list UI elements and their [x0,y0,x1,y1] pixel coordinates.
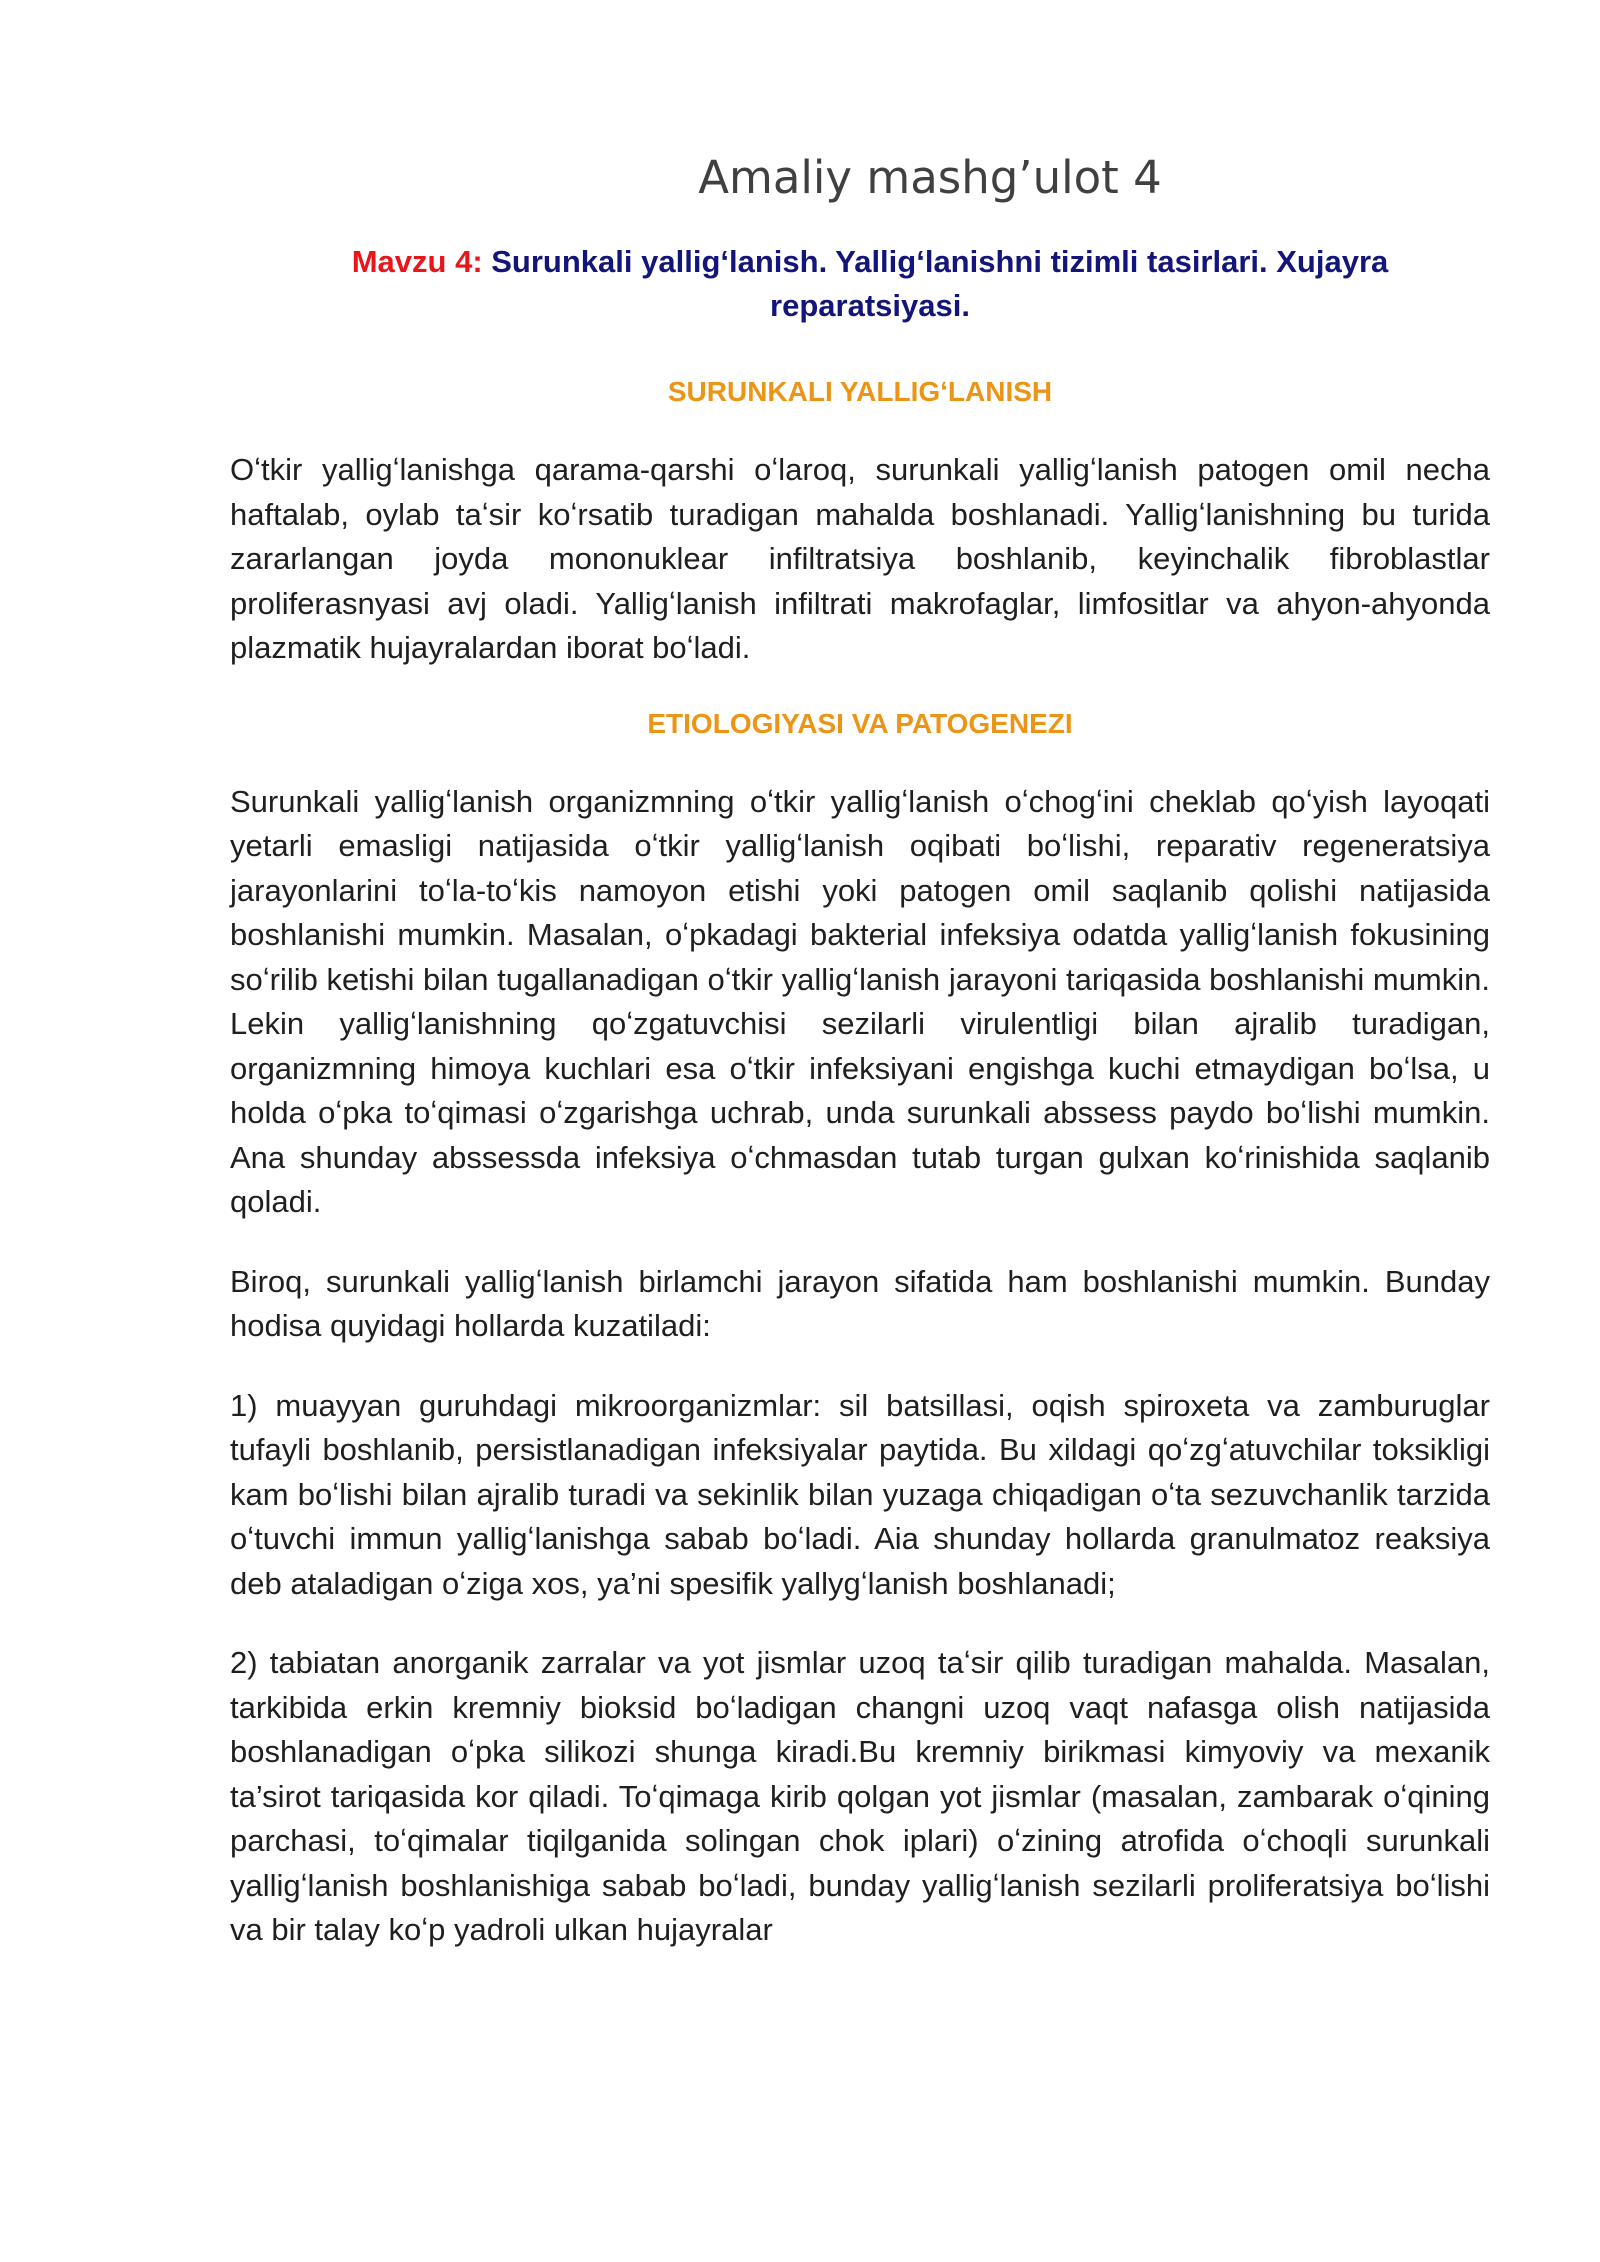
topic-line [230,240,1490,328]
paragraph-item-1: 1) muayyan guruhdagi mikroorganizmlar: sil batsillasi, oqish spiroxeta va zamburuglar tufayli boshlanib, persistlanadigan infeksiyalar paytida. Bu xildagi qoʻzgʻatuvchilar toksikligi kam boʻlishi bilan ajralib turadi va sekinlik bilan yuzaga chiqadigan oʻta sezuvchanlik tarzida oʻtuvchi immun yalligʻlanishga sabab boʻladi. Aia shunday hollarda granulmatoz reaksiya deb ataladigan oʻziga xos, ya’ni spesifik yallygʻlanish boshlanadi; [230,1387,1490,1601]
paragraph-item-2: 2) tabiatan anorganik zarralar va yot jismlar uzoq taʻsir qilib turadigan mahalda. Masalan, tarkibida erkin kremniy bioksid boʻladigan changni uzoq vaqt nafasga olish natijasida boshlanadigan oʻpka silikozi shunga kiradi.Bu kremniy birikmasi kimyoviy va mexanik ta’sirot tariqasida kor qiladi. Toʻqimaga kirib qolgan yot jismlar (masalan, zambarak oʻqining parchasi, toʻqimalar tiqilganida solingan chok iplari) oʻzining atrofida oʻchoqli surunkali yalligʻlanish boshlanishiga sabab boʻladi, bunday yalligʻlanish sezilarli proliferatsiya boʻlishi va bir talay koʻp yadroli ulkan hujayralar [230,1645,1490,1948]
topic-text: Surunkali yallig‘lanish. Yallig‘lanishni tizimli tasirlari. Xujayra reparatsiyasi. [491,244,1389,324]
section-heading-surunkali: SURUNKALI YALLIGʻLANISH [667,376,1053,408]
paragraph-intro: Oʻtkir yalligʻlanishga qarama-qarshi oʻlaroq, surunkali yalligʻlanish patogen omil necha haftalab, oylab taʻsir koʻrsatib turadigan mahalda boshlanadi. Yalligʻlanishning bu turida zararlangan joyda mononuklear infiltratsiya boshlanib, keyinchalik fibroblastlar proliferasnyasi avj oladi. Yalligʻlanish infiltrati makrofaglar, limfositlar va ahyon-ahyonda plazmatik hujayralardan iborat boʻladi. [230,452,1490,666]
paragraph-etiology: Surunkali yalligʻlanish organizmning oʻtkir yalligʻlanish oʻchogʻini cheklab qoʻyish layoqati yetarli emasligi natijasida oʻtkir yalligʻlanish oqibati boʻlishi, reparativ regeneratsiya jarayonlarini toʻla-toʻkis namoyon etishi yoki patogen omil saqlanib qolishi natijasida boshlanishi mumkin. Masalan, oʻpkadagi bakterial infeksiya odatda yalligʻlanish fokusining soʻrilib ketishi bilan tugallanadigan oʻtkir yalligʻlanish jarayoni tariqasida boshlanishi mumkin. Lekin yalligʻlanishning qoʻzgatuvchisi sezilarli virulentligi bilan ajralib turadigan, organizmning himoya kuchlari esa oʻtkir infeksiyani engishga kuchi etmaydigan boʻlsa, u holda oʻpka toʻqimasi oʻzgarishga uchrab, unda surunkali abssess paydo boʻlishi mumkin. Ana shunday abssessda infeksiya oʻchmasdan tutab turgan gulxan koʻrinishida saqlanib qoladi. [230,783,1490,1220]
topic-label: Mavzu 4: [351,244,492,280]
paragraph-primary-process: Biroq, surunkali yalligʻlanish birlamchi jarayon sifatida ham boshlanishi mumkin. Bunday hodisa quyidagi hollarda kuzatiladi: [230,1263,1490,1344]
document-content [230,150,1490,1953]
section-heading-etiologiya: ETIOLOGIYASI VA PATOGENEZI [647,707,1073,739]
page-title: Amaliy mashg’ulot 4 [698,151,1162,204]
